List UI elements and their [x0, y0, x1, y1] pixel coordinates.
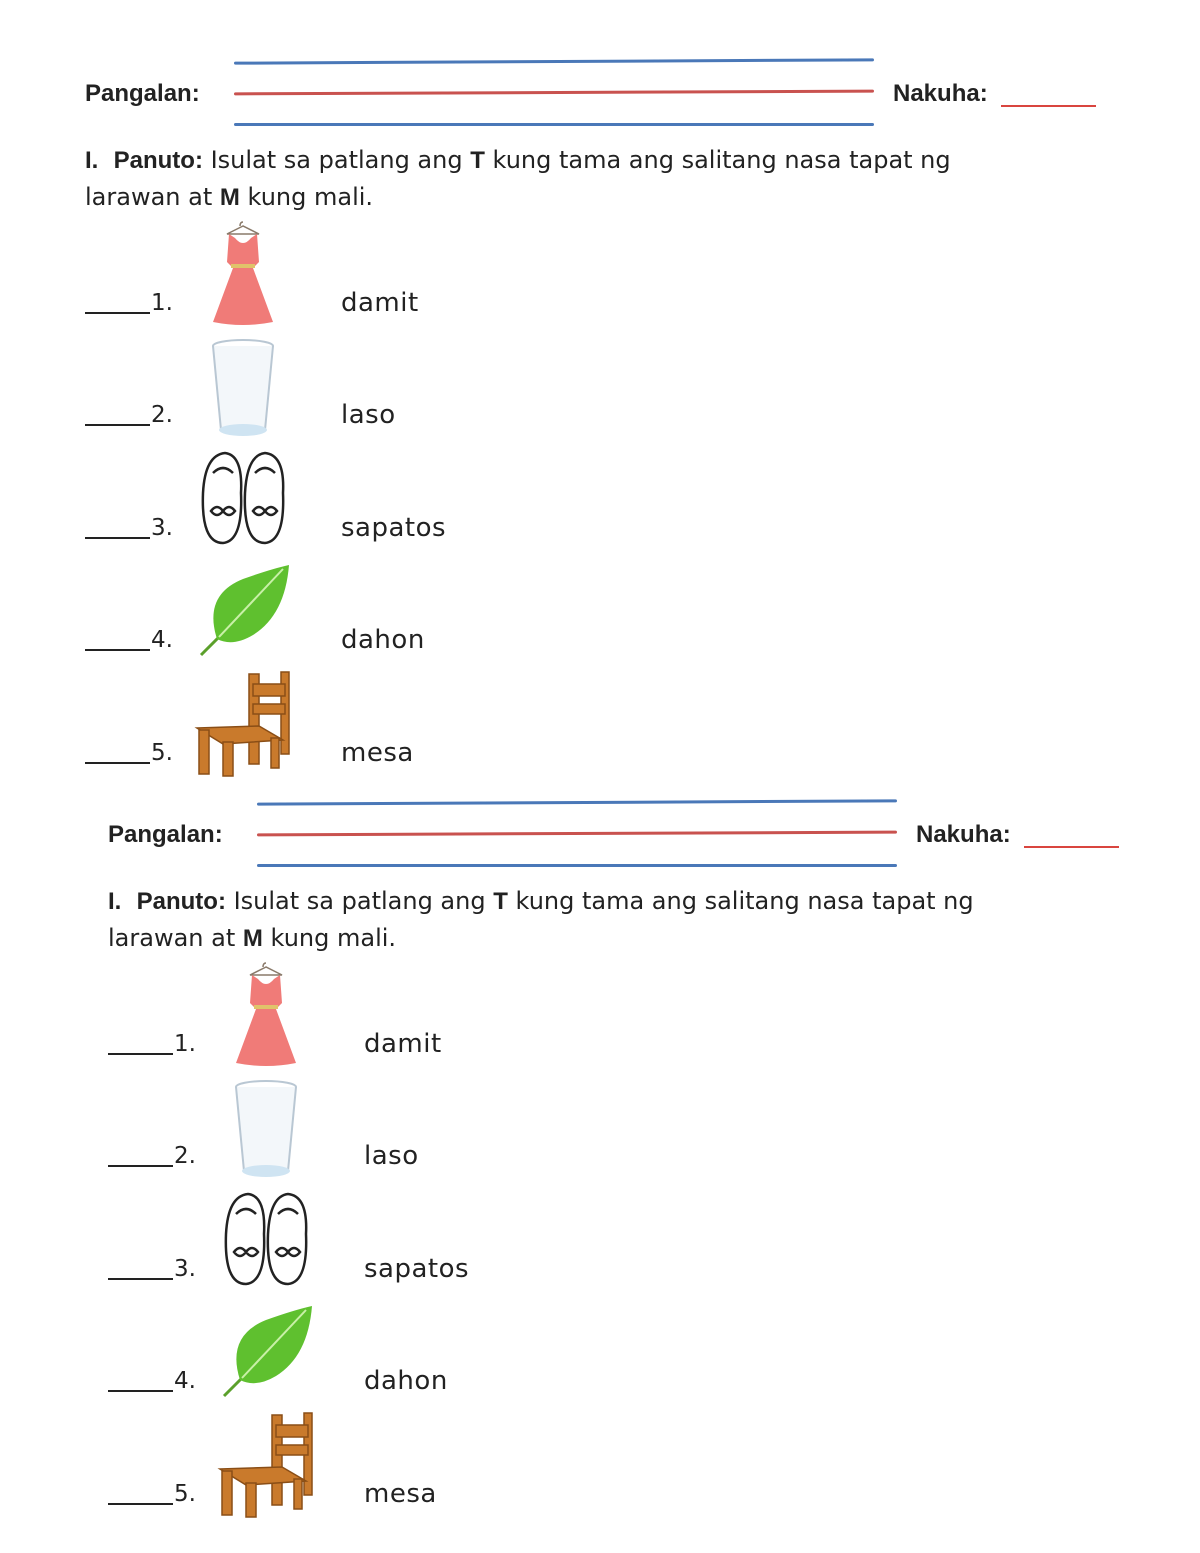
glass-icon [216, 1071, 316, 1183]
shoes-icon [216, 1184, 316, 1296]
instruction-bold-t: T [493, 888, 508, 915]
answer-blank[interactable] [108, 1165, 173, 1167]
answer-blank[interactable] [85, 312, 150, 314]
question-number: 5. [174, 1481, 196, 1507]
question-item [108, 1071, 708, 1183]
leaf-icon [193, 555, 293, 667]
instruction-text-a: Isulat sa patlang ang [233, 887, 486, 915]
question-number: 5. [151, 740, 173, 766]
question-item [108, 1296, 708, 1408]
question-item [108, 959, 708, 1071]
line-middle [257, 831, 897, 837]
instructions [85, 142, 1045, 216]
name-writing-lines[interactable] [257, 797, 901, 871]
score-label: Nakuha: [916, 821, 1011, 848]
question-number: 1. [151, 290, 173, 316]
score-blank[interactable] [1024, 846, 1119, 848]
worksheet-1 [0, 0, 1200, 768]
shoes-icon [193, 443, 293, 555]
question-number: 3. [151, 515, 173, 541]
instructions [108, 883, 1068, 957]
answer-blank[interactable] [108, 1390, 173, 1392]
question-number: 1. [174, 1031, 196, 1057]
question-item [85, 330, 685, 442]
answer-blank[interactable] [85, 649, 150, 651]
instruction-number: I. [85, 147, 99, 174]
chair-icon [216, 1409, 316, 1521]
question-word: damit [341, 288, 419, 318]
instruction-text-b: kung tama ang salitang nasa tapat ng larawan at [85, 146, 951, 211]
question-word: sapatos [341, 513, 447, 543]
question-number: 3. [174, 1256, 196, 1282]
name-label: Pangalan: [108, 821, 223, 848]
score-blank[interactable] [1001, 105, 1096, 107]
question-item [108, 1409, 708, 1521]
dress-icon [193, 218, 293, 330]
question-word: dahon [341, 625, 425, 655]
instruction-text-c: kung mali. [247, 183, 374, 211]
worksheet-2 [23, 741, 1200, 1509]
question-item [85, 443, 685, 555]
instruction-bold-m: M [219, 184, 240, 211]
question-number: 2. [151, 402, 173, 428]
line-bottom [257, 864, 897, 867]
glass-icon [193, 330, 293, 442]
instruction-text-b: kung tama ang salitang nasa tapat ng larawan at [108, 887, 974, 952]
line-top [234, 58, 874, 64]
instruction-text-c: kung mali. [270, 924, 397, 952]
name-label: Pangalan: [85, 80, 200, 107]
question-word: mesa [341, 738, 414, 768]
answer-blank[interactable] [85, 424, 150, 426]
name-writing-lines[interactable] [234, 56, 878, 130]
question-item [108, 1184, 708, 1296]
question-number: 4. [151, 627, 173, 653]
answer-blank[interactable] [108, 1278, 173, 1280]
question-number: 4. [174, 1368, 196, 1394]
question-word: laso [364, 1141, 419, 1171]
question-item [85, 555, 685, 667]
instruction-bold-m: M [242, 925, 263, 952]
line-top [257, 799, 897, 805]
instruction-heading: Panuto: [113, 147, 203, 174]
question-word: dahon [364, 1366, 448, 1396]
line-bottom [234, 123, 874, 126]
instruction-bold-t: T [470, 147, 485, 174]
instruction-text-a: Isulat sa patlang ang [210, 146, 463, 174]
answer-blank[interactable] [108, 1053, 173, 1055]
question-word: sapatos [364, 1254, 470, 1284]
question-number: 2. [174, 1143, 196, 1169]
answer-blank[interactable] [85, 537, 150, 539]
dress-icon [216, 959, 316, 1071]
score-label: Nakuha: [893, 80, 988, 107]
question-word: damit [364, 1029, 442, 1059]
leaf-icon [216, 1296, 316, 1408]
question-word: laso [341, 400, 396, 430]
answer-blank[interactable] [108, 1503, 173, 1505]
question-word: mesa [364, 1479, 437, 1509]
instruction-number: I. [108, 888, 122, 915]
instruction-heading: Panuto: [136, 888, 226, 915]
line-middle [234, 90, 874, 96]
question-item [85, 218, 685, 330]
